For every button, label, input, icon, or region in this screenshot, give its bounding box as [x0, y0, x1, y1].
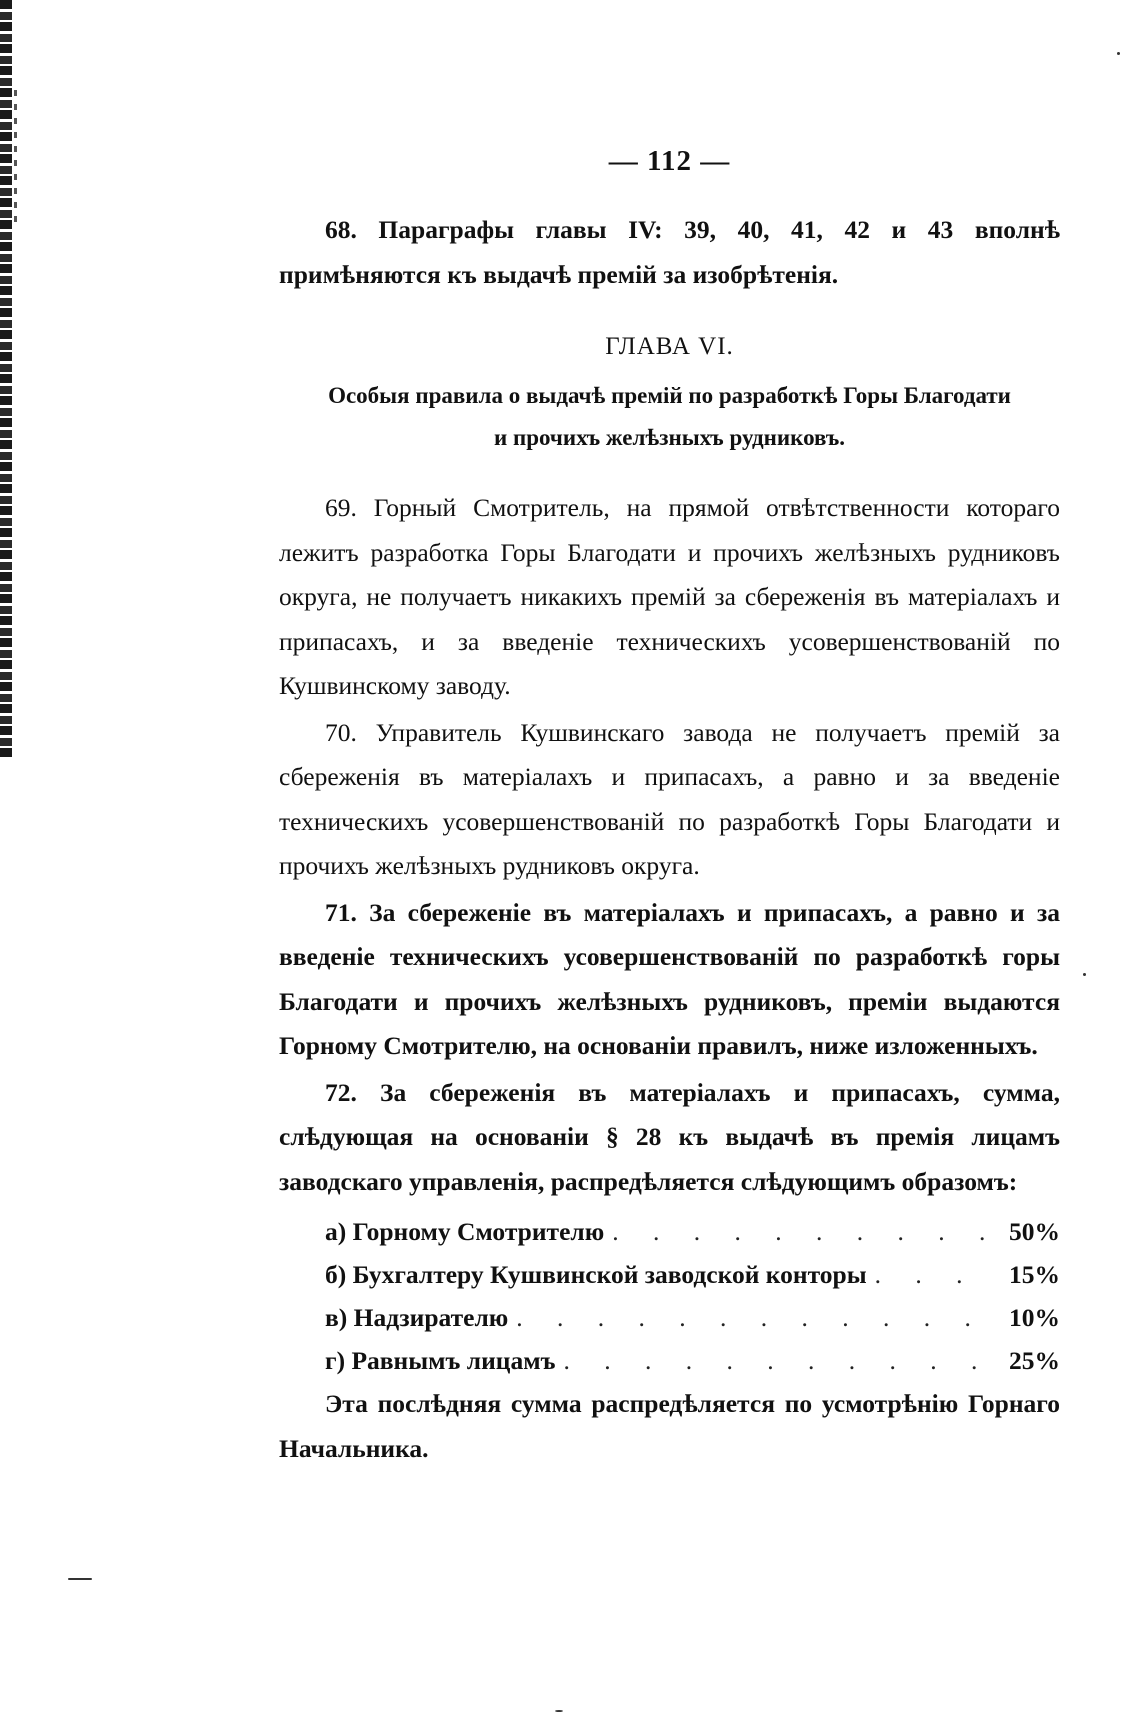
paragraph-68: 68. Параграфы главы IV: 39, 40, 41, 42 и 43 вполнѣ примѣняются къ выдачѣ премій за изобрѣтенія. [279, 215, 1060, 289]
distribution-item [279, 1253, 1060, 1296]
distribution-item [279, 1296, 1060, 1339]
scan-binding-edge [0, 0, 12, 760]
distribution-value: 15% [1009, 1260, 1060, 1289]
paragraph-72: 72. За сбереженія въ матеріалахъ и припасахъ, сумма, слѣдующая на основаніи § 28 къ выдачѣ въ премія лицамъ заводскаго управленія, распредѣляется слѣдующимъ образомъ: [279, 1077, 1060, 1196]
distribution-label: г) Равнымъ лицамъ [325, 1346, 556, 1375]
scan-speck [1083, 973, 1086, 976]
distribution-item [279, 1339, 1060, 1382]
leader-dots [516, 1296, 990, 1339]
leader-dots [875, 1253, 990, 1296]
leader-dots [612, 1210, 990, 1253]
scan-speck [68, 1578, 92, 1580]
scan-speck [1117, 52, 1120, 55]
chapter-subtitle-line: и прочихъ желѣзныхъ рудниковъ. [493, 425, 846, 450]
distribution-value: 25% [1009, 1346, 1060, 1375]
paragraph-71: 71. За сбереженіе въ матеріалахъ и припасахъ, а равно и за введеніе техническихъ усовершенствованій по разработкѣ горы Благодати и прочихъ желѣзныхъ рудниковъ, преміи выдаются Горному Смотрителю, на основаніи правилъ, ниже изложенныхъ. [279, 897, 1060, 1060]
chapter-title: ГЛАВА VI. [605, 333, 734, 360]
page-number: — 112 — [608, 145, 731, 177]
distribution-label: а) Горному Смотрителю [325, 1217, 605, 1246]
scan-speck [555, 1710, 563, 1712]
paragraph-70: 70. Управитель Кушвинскаго завода не получаетъ премій за сбереженія въ матеріалахъ и припасахъ, а равно и за введеніе техническихъ усовершенствованій по разработкѣ Горы Благодати и прочихъ желѣзныхъ рудниковъ округа. [279, 717, 1060, 880]
distribution-list [279, 1210, 1060, 1382]
distribution-label: б) Бухгалтеру Кушвинской заводской конторы [325, 1260, 867, 1289]
chapter-subtitle-line: Особыя правила о выдачѣ премій по разработкѣ Горы Благодати [328, 383, 1011, 408]
document-page [279, 145, 1060, 1471]
paragraph-69: 69. Горный Смотритель, на прямой отвѣтственности котораго лежитъ разработка Горы Благодати и прочихъ желѣзныхъ рудниковъ округа, не получаетъ никакихъ премій за сбереженія въ матеріалахъ и припасахъ, и за введеніе техническихъ усовершенствованій по Кушвинскому заводу. [279, 493, 1060, 700]
distribution-item [279, 1210, 1060, 1253]
distribution-value: 50% [1009, 1217, 1060, 1246]
chapter-subtitle [279, 375, 1060, 459]
distribution-value: 10% [1009, 1303, 1060, 1332]
scan-binding-shadow [14, 90, 17, 230]
leader-dots [563, 1339, 990, 1382]
distribution-label: в) Надзирателю [325, 1303, 509, 1332]
closing-paragraph: Эта послѣдняя сумма распредѣляется по усмотрѣнію Горнаго Начальника. [279, 1389, 1060, 1463]
